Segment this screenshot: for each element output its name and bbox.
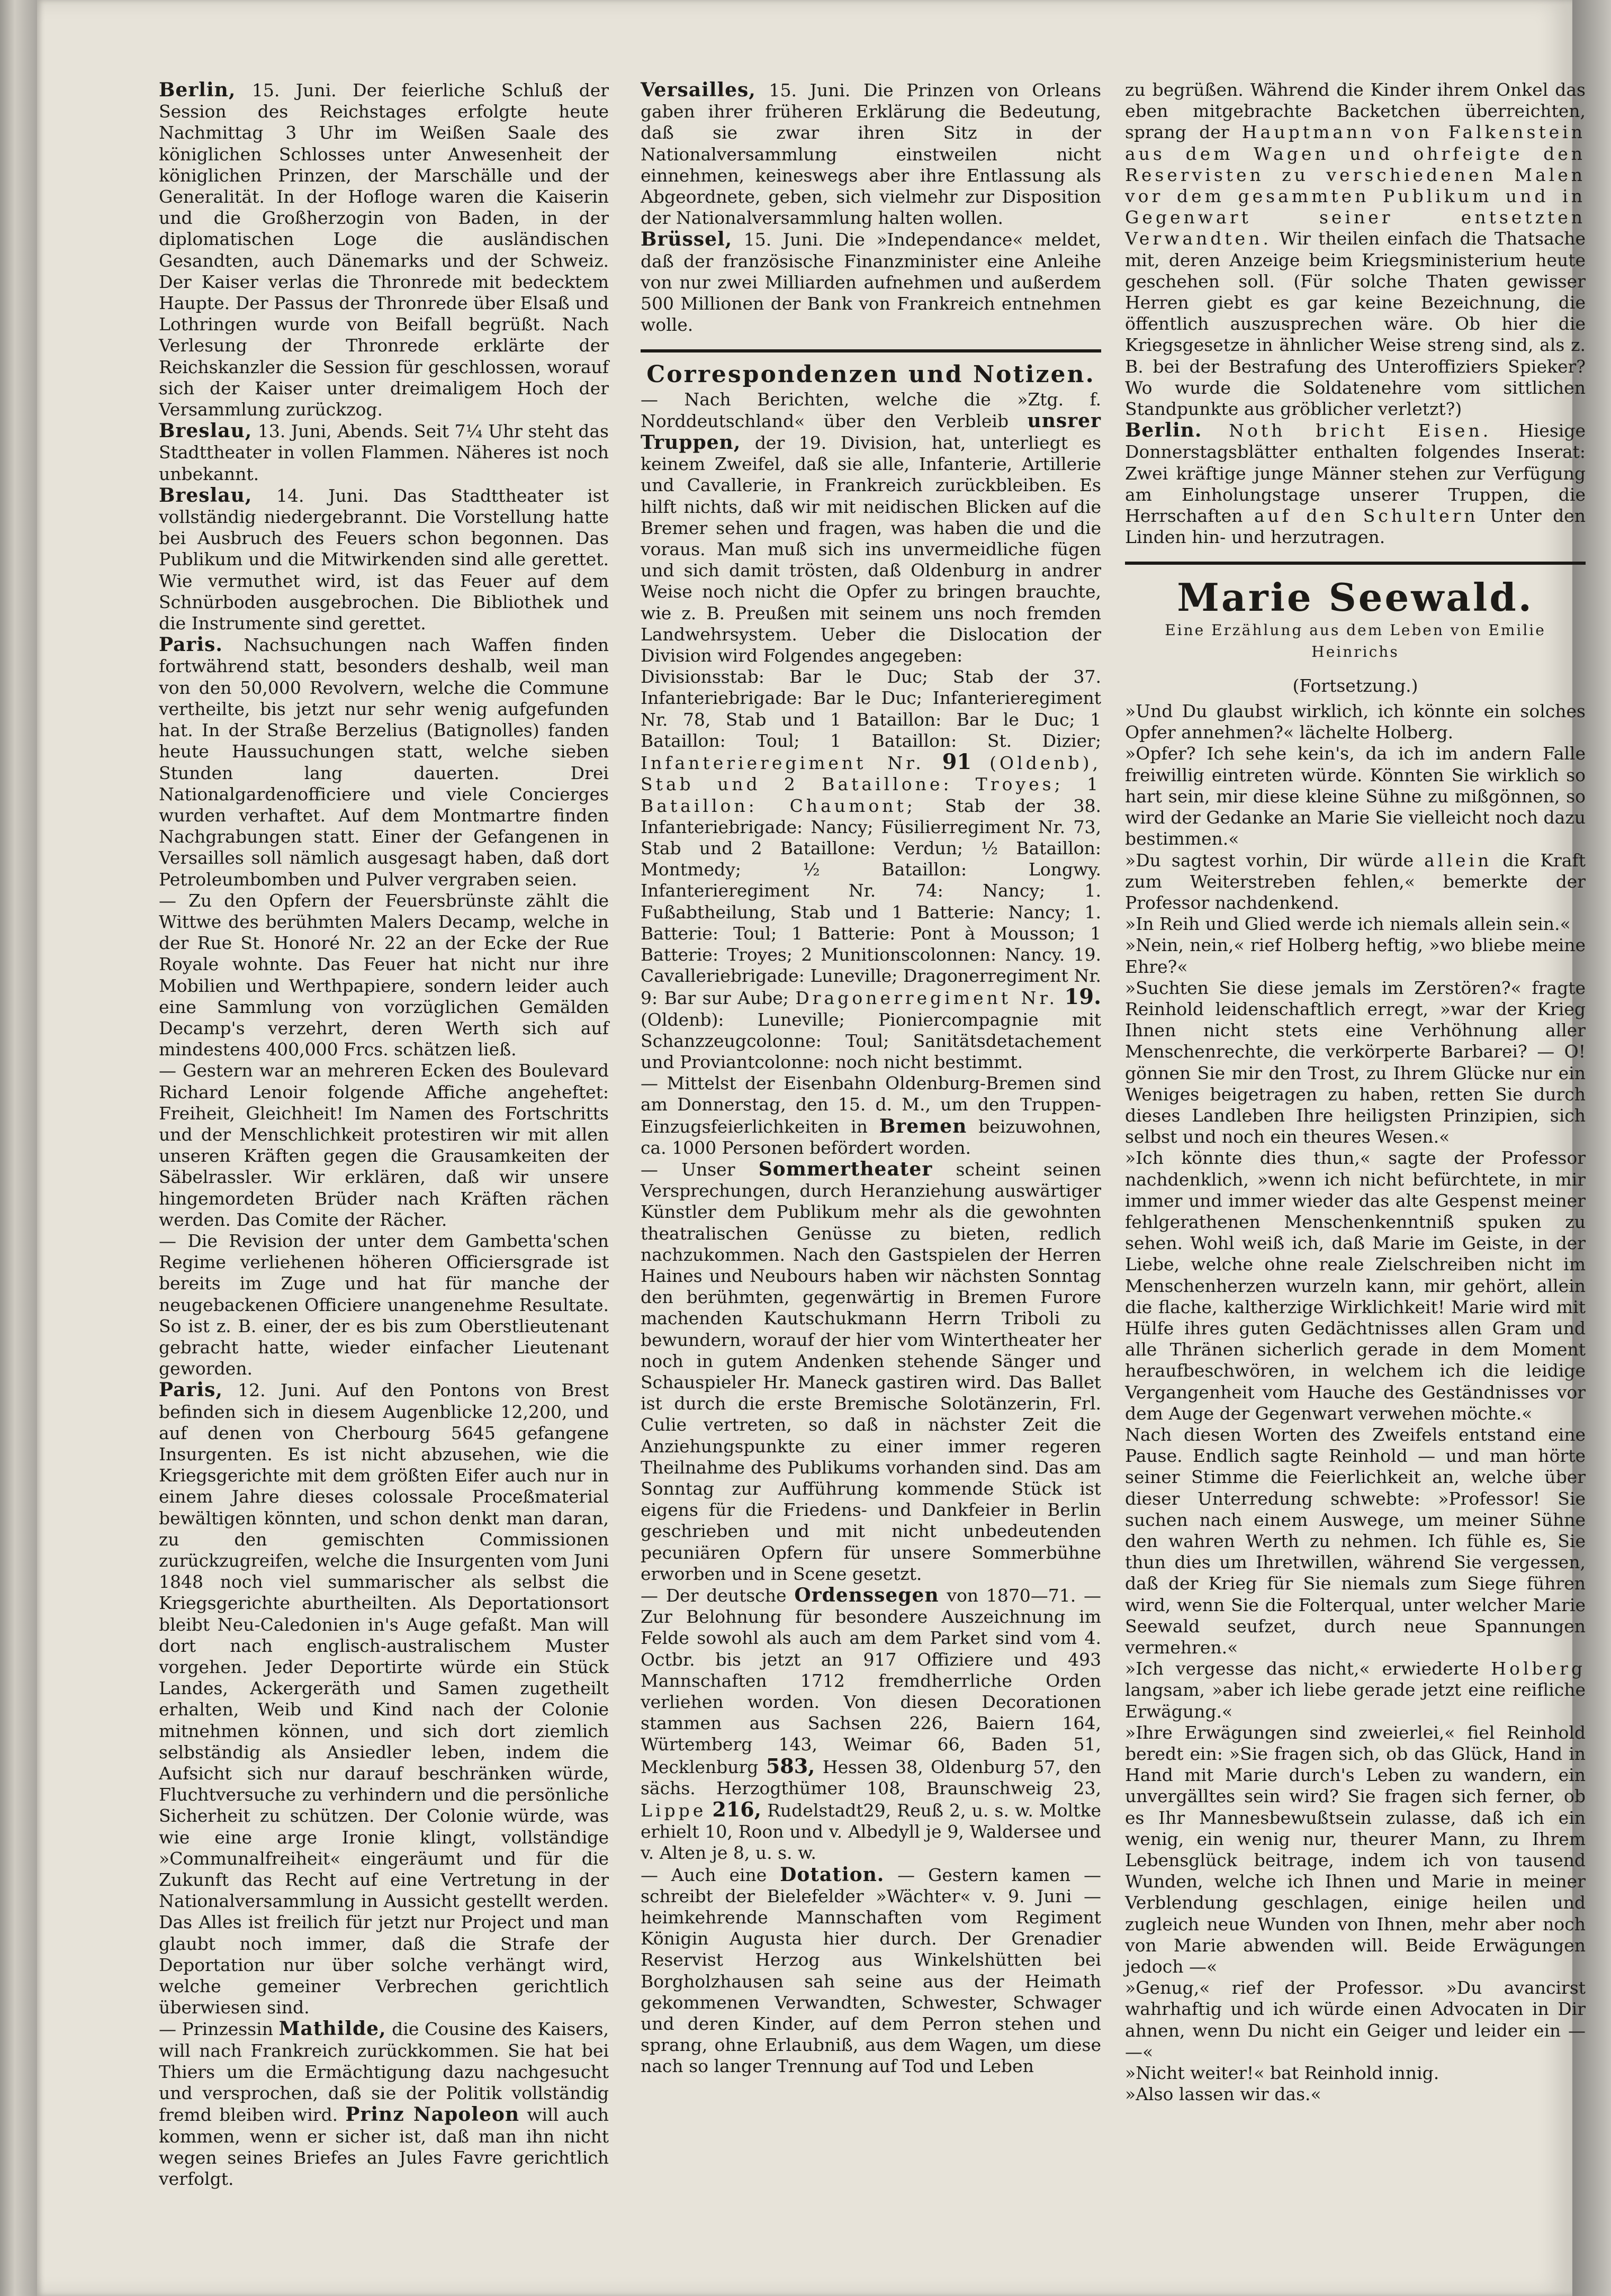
story-paragraph bbox=[1125, 1658, 1586, 1722]
section-title: Correspondenzen und Notizen. bbox=[646, 361, 1095, 388]
news-affiche: — Gestern war an mehreren Ecken des Boulevard Richard Lenoir folgende Affiche angeheftet: Freiheit, Gleichheit! Im Namen des Fortschritts und der Menschlichkeit protestiren wir mit allen unseren Kräften gegen die Grausamkeiten der Säbelrassler. Wir erklären, daß wir unsere hingemordeten Brüder nach Kräften rächen werden. Das Comite der Rächer. bbox=[159, 1060, 609, 1230]
text: »Ich vergesse das nicht,« erwiederte bbox=[1125, 1658, 1479, 1679]
story-paragraph: »Nein, nein,« rief Holberg heftig, »wo bliebe meine Ehre?« bbox=[1125, 935, 1586, 977]
regiment-number: 19. bbox=[1064, 984, 1102, 1010]
story-paragraph: »Suchten Sie diese jemals im Zerstören?« fragte Reinhold leidenschaftlich erregt, »war der Krieg Ihnen nicht stets eine Verhöhnung aller Menschenrechte, die verkörperte Barbarei? — O! gönnen Sie mir den Trost, zu Ihrem Glücke nur ein Weniges beigetragen zu haben, retten Sie durch dieses Landleben Ihre heiligsten Prinzipien, sich selbst und noch ein theures Wesen.« bbox=[1125, 977, 1586, 1147]
story-paragraph: »Genug,« rief der Professor. »Du avancirst wahrhaftig und ich würde einen Advocaten in Dir ahnen, wenn Du nicht ein Geiger und leider ein — —« bbox=[1125, 1977, 1586, 2062]
text: scheint seinen Versprechungen, durch Heranziehung auswärtiger Künstler dem Publikum mehr als die gewohnten theatralischen Genüsse zu bieten, redlich nachzukommen. Nach den Gastspielen der Herren Haines und Neubours haben wir nächsten Sonntag den berühmten, gegenwärtig in Bremen Furore machenden Kautschukmann Herrn Triboli zu bewundern, worauf der hier vom Wintertheater her noch in gutem Andenken stehende Sänger und Schauspieler Hr. Maneck gastiren wird. Das Ballet ist durch die erste Bremische Solotänzerin, Frl. Culie vertreten, so daß in nächster Zeit die Anziehungspunkte zu einer immer regeren Theilnahme des Publikums vorhanden sind. Das am Sonntag zur Aufführung kommende Stück ist eigens für die Friedens- und Dankfeier in Berlin geschrieben und mit nicht unbedeutenden pecuniären Opfern für unsere Sommerbühne erworben und in Scene gesetzt. bbox=[641, 1159, 1101, 1584]
number: 216, bbox=[712, 1797, 761, 1822]
news-dislocation bbox=[641, 666, 1101, 1073]
text: — Mittelst der Eisenbahn Oldenburg-Bremen sind am Donnerstag, den 15. d. M., um den Truppen-Einzugsfeierlichkeiten in bbox=[641, 1073, 1101, 1137]
text: — Der deutsche bbox=[641, 1585, 787, 1606]
news-berlin bbox=[159, 79, 609, 420]
text: von 1870—71. — Zur Belohnung für besondere Auszeichnung im Felde sowohl als auch am dem Parket sind vom 4. Octbr. bis jetzt an 917 Offiziere und 493 Mannschaften 1712 fremdherrliche Orden verliehen worden. Von diesen Decorationen stammen aus Sachsen 226, Baiern 164, Würtemberg 143, Weimar 66, Baden 51, Mecklenburg bbox=[641, 1585, 1101, 1777]
news-dotation bbox=[641, 1864, 1101, 2077]
column-1 bbox=[159, 79, 609, 2190]
dateline: Versailles, bbox=[641, 79, 756, 101]
text: — Prinzessin bbox=[159, 2019, 273, 2040]
news-paris-2 bbox=[159, 1379, 609, 2018]
spaced-text: Dragonerregiment Nr. bbox=[795, 988, 1058, 1009]
story-title: Marie Seewald. bbox=[1177, 575, 1534, 620]
story-paragraph: »Ich könnte dies thun,« sagte der Professor nachdenklich, »wenn ich nicht befürchtete, in mir immer und immer wieder das alte Gespenst meiner fehlgerathenen Menschenkenntniß spuken zu sehen. Wohl weiß ich, daß Marie im Geiste, in der Liebe, welche ohne reale Zielschreiben nicht im Menschenherzen wurzeln kann, mir gehört, allein die flache, kaltherzige Wirklichkeit! Marie wird mit Hülfe ihres guten Gedächtnisses allen Gram und alle Thränen sicherlich gerade in dem Moment heraufbeschwören, in welchem ich die leidige Vergangenheit vom Hauche des Geständnisses vor dem Auge der Gegenwart verwehen möchte.« bbox=[1125, 1147, 1586, 1424]
section-rule bbox=[1125, 562, 1586, 565]
name-napoleon: Prinz Napoleon bbox=[345, 2103, 520, 2126]
story-paragraph: »Nicht weiter!« bat Reinhold innig. bbox=[1125, 2063, 1439, 2084]
article-text: 13. Juni, Abends. Seit 7¼ Uhr steht das Stadttheater in vollen Flammen. Näheres ist noch unbekannt. bbox=[159, 421, 609, 484]
text: die Cousine des Kaisers, will nach Frankreich zurückkommen. Sie hat bei Thiers um die Ermächtigung dazu nachgesucht und versprochen, daß sie der Politik vollständig fremd bleiben wird. bbox=[159, 2019, 609, 2126]
news-truppen bbox=[641, 389, 1101, 667]
article-text: 12. Juni. Auf den Pontons von Brest befinden sich in diesem Augenblicke 12,200, und auf denen von Cherbourg 5645 gefangene Insurgenten. Es ist nicht abzusehen, wie die Kriegsgerichte mit dem größten Eifer auch nur in einem Jahre dieses colossale Proceßmaterial bewältigen könnten, und schon denkt man daran, zu den gemischten Commissionen zurückzugreifen, welche die Insurgenten vom Juni 1848 noch viel summarischer als selbst die Kriegsgerichte aburtheilten. Als Deportationsort bleibt Neu-Caledonien in's Auge gefaßt. Man will dort nach englisch-australischem Muster vorgehen. Jeder Deportirte würde ein Stück Landes, Ackergeräth und Samen zugetheilt erhalten, Weib und Kind nach der Colonie mitnehmen können, und sich dort ziemlich selbständig als Ansiedler leben, indem die Aufsicht sich nur darauf beschränken würde, Fluchtversuche zu verhindern und die persönliche Sicherheit zu schützen. Der Colonie würde, was wie eine arge Ironie klingt, vollständige »Communalfreiheit« eingeräumt und für die Zukunft das Recht auf eine Vertretung in der Nationalversammlung in Aussicht gestellt werden. Das Alles ist freilich für jetzt nur Project und man glaubt noch immer, daß die Strafe der Deportation nur über solche verhängt wird, welche gemeiner Verbrechen gerichtlich überwiesen sind. bbox=[159, 1380, 609, 2018]
story-subtitle: Eine Erzählung aus dem Leben von Emilie Heinrichs bbox=[1165, 621, 1546, 661]
continuation-note: (Fortsetzung.) bbox=[1292, 675, 1418, 696]
section-rule bbox=[641, 349, 1101, 352]
bold-term: Dotation. bbox=[780, 1863, 885, 1886]
spaced-text: (Oldenb), Stab und 2 Bataillone: Troyes; 1 Bataillon: Chaumont; bbox=[641, 753, 1101, 816]
text: zu begrüßen. Während die Kinder ihrem Onkel das eben mitgebrachte Backetchen überreichten, sprang der bbox=[1125, 79, 1586, 143]
article-text: 15. Juni. Die »Independance« meldet, daß der französische Finanzminister eine Anleihe von nur zwei Milliarden aufnehmen und außerdem 500 Millionen der Bank von Frankreich entnehmen wolle. bbox=[641, 229, 1101, 336]
text: »Du sagtest vorhin, Dir würde bbox=[1125, 849, 1414, 871]
spaced-text: Holberg bbox=[1491, 1658, 1586, 1679]
spaced-text: allein bbox=[1424, 849, 1492, 871]
story-paragraph: »Ihre Erwägungen sind zweierlei,« fiel Reinhold beredt ein: »Sie fragen sich, ob das Glück, Hand in Hand mit Marie durch's Leben zu wandern, ein unvergälltes sein wird? Sie fragen sich ferner, ob es Ihr Mannesbewußtsein zulasse, daß ich ein wenig, ein wenig nur, theurer Mann, zu Ihrem Lebensglück beitrage, indem ich von tausend Wunden, welche ich Ihnen und Marie in meiner Verblendung geschlagen, einige heilen und zugleich neue Wunden von Ihnen, mehr aber noch von Marie abwenden will. Beide Erwägungen jedoch —« bbox=[1125, 1722, 1586, 1977]
text: Divisionsstab: Bar le Duc; Stab der 37. Infanteriebrigade: Bar le Duc; Infanterieregiment Nr. 78, Stab und 1 Bataillon: Bar le Duc; 1 Bataillon: Toul; 1 Bataillon: St. Dizier; bbox=[641, 666, 1101, 751]
dateline: Paris, bbox=[159, 1379, 223, 1402]
bold-term: Ordenssegen bbox=[794, 1584, 939, 1607]
article-text: 14. Juni. Das Stadttheater ist vollständig niedergebrannt. Die Vorstellung hatte bei Ausbruch des Feuers schon begonnen. Das Publikum und die Mitwirkenden sind alle gerettet. Wie vermuthet wird, ist das Feuer auf dem Schnürboden ausgebrochen. Die Bibliothek und die Instrumente sind gerettet. bbox=[159, 485, 609, 634]
spaced-text: auf den Schultern bbox=[1254, 505, 1479, 527]
news-decamp: — Zu den Opfern der Feuersbrünste zählt die Wittwe des berühmten Malers Decamp, welche in der Rue St. Honoré Nr. 22 an der Ecke der Rue Royale wohnte. Das Feuer hat nicht nur ihre Mobilien und Werthpapiere, sondern leider auch eine Sammlung von vorzüglichen Gemälden Decamp's verzehrt, deren Werth sich auf mindestens 400,000 Frcs. schätzen ließ. bbox=[159, 890, 609, 1060]
news-ordenssegen bbox=[641, 1585, 1101, 1864]
text: Rudelstadt29, Reuß 2, u. s. w. Moltke erhielt 10, Roon und v. Albedyll je 9, Waldersee und v. Alten je 8, u. s. w. bbox=[641, 1800, 1101, 1864]
text: der 19. Division, hat, unterliegt es keinem Zweifel, daß sie alle, Infanterie, Artillerie und Cavallerie, in Frankreich zurückbleiben. Es hilft nichts, daß wir mit neidischen Blicken auf die Bremer sehen und fragen, was haben die und die voraus. Man muß sich ins unvermeidliche fügen und sich damit trösten, daß Oldenburg in andrer Weise noch nicht die Opfer zu bringen brauchte, wie z. B. Preußen mit seinem uns noch fremden Landwehrsystem. Ueber die Dislocation der Division wird Folgendes angegeben: bbox=[641, 432, 1101, 666]
text: — Unser bbox=[641, 1159, 735, 1180]
news-eisenbahn bbox=[641, 1073, 1101, 1159]
column-3 bbox=[1125, 79, 1586, 2105]
article-text: 15. Juni. Die Prinzen von Orleans gaben ihrer früheren Erklärung die Bedeutung, daß sie zwar ihren Sitz in der Nationalversammlung einstweilen nicht einnehmen, keineswegs aber ihre Entlassung als Abgeordnete, geben, sich vielmehr zur Disposition der Nationalversammlung halten wollen. bbox=[641, 80, 1101, 229]
text: (Oldenb): Luneville; Pioniercompagnie mit Schanzzeugcolonne: Toul; Sanitätsdetachement und Proviantcolonne: noch nicht bestimmt. bbox=[641, 1009, 1101, 1072]
regiment-number: 91 bbox=[942, 749, 972, 775]
news-dotation-cont bbox=[1125, 79, 1586, 420]
text: — Gestern kamen — schreibt der Bielefelder »Wächter« v. 9. Juni — heimkehrende Mannschaften vom Regiment Königin Augusta hier durch. Der Grenadier Reservist Herzog aus Winkelshütten bei Borgholzhausen sah seine aus der Heimath gekommenen Verwandten, Schwester, Schwager und deren Kinder, auf dem Perron stehen und sprang, ohne Erlaubniß, aus dem Wagen, um diese nach so langer Trennung auf Tod und Leben bbox=[641, 1864, 1101, 2077]
news-bruessel bbox=[641, 229, 1101, 336]
spaced-text: Hauptmann von Falkenstein aus dem Wagen und ohrfeigte den Reservisten zu verschiedenen Malen vor dem gesammten Publikum und in Gegenwart seiner entsetzten Verwandten. bbox=[1125, 122, 1586, 249]
text: — Auch eine bbox=[641, 1864, 767, 1885]
dateline: Brüssel, bbox=[641, 228, 733, 251]
article-text: 15. Juni. Der feierliche Schluß der Session des Reichstages erfolgte heute Nachmittag 3 Uhr im Weißen Saale des königlichen Schlosses unter Anwesenheit der königlichen Prinzen, der Marschälle und der Generalität. In der Hofloge waren die Kaiserin und die Großherzogin von Baden, in der diplomatischen Loge die ausländischen Gesandten, auch Dänemarks und der Schweiz. Der Kaiser verlas die Thronrede mit bedecktem Haupte. Der Passus der Thronrede über Elsaß und Lothringen wurde von Beifall begrüßt. Nach Verlesung der Thronrede erklärte der Reichskanzler die Session für geschlossen, worauf sich der Kaiser unter dreimaligem Hoch der Versammlung zurückzog. bbox=[159, 80, 609, 420]
text: die Kraft zum Weiterstreben fehlen,« bemerkte der Professor nachdenkend. bbox=[1125, 849, 1586, 913]
news-paris-1 bbox=[159, 634, 609, 890]
text: beizuwohnen, ca. 1000 Personen befördert worden. bbox=[641, 1116, 1101, 1158]
column-2 bbox=[641, 79, 1101, 2077]
name-mathilde: Mathilde, bbox=[278, 2018, 386, 2040]
story-paragraph: Nach diesen Worten des Zweifels entstand eine Pause. Endlich sagte Reinhold — und man hörte seiner Stimme die Feierlichkeit an, welche über dieser Unterredung schwebte: »Professor! Sie suchen nach einem Auswege, um meiner Sühne den wahren Werth zu nehmen. Ich fühle es, Sie thun dies um Ihretwillen, während Sie vergessen, daß der Krieg für Sie niemals zum Siege führen wird, wenn Sie die Folterqual, unter welcher Marie Seewald seufzet, durch neue Spannungen vermehren.« bbox=[1125, 1424, 1586, 1658]
dateline: Paris. bbox=[159, 634, 223, 656]
news-mathilde bbox=[159, 2018, 609, 2190]
bold-term: Bremen bbox=[879, 1115, 967, 1137]
news-sommertheater bbox=[641, 1159, 1101, 1585]
text: Hiesige Donnerstagsblätter enthalten folgendes Inserat: Zwei kräftige junge Männer stehen zur Verfügung am Einholungstage unserer Truppen, die Herrschaften bbox=[1125, 420, 1586, 527]
text: will auch kommen, wenn er sicher ist, daß man ihn nicht wegen seines Briefes an Jules Favre gerichtlich verfolgt. bbox=[159, 2104, 609, 2189]
dateline: Breslau, bbox=[159, 420, 253, 442]
spaced-text: Lippe bbox=[641, 1800, 707, 1821]
dateline: Berlin. bbox=[1125, 419, 1202, 442]
bold-term: Sommertheater bbox=[758, 1158, 933, 1180]
bold-term: unsrer Truppen, bbox=[641, 409, 1101, 454]
story-paragraph: »Opfer? Ich sehe kein's, da ich im andern Falle freiwillig eintreten würde. Könnten Sie wirklich so hart sein, mir diese kleine Sühne zu mißgönnen, so wird der Gedanke an Marie Sie vielleicht noch dazu bestimmen.« bbox=[1125, 743, 1586, 849]
text: langsam, »aber ich liebe gerade jetzt eine reifliche Erwägung.« bbox=[1125, 1679, 1586, 1722]
news-berlin-2 bbox=[1125, 420, 1586, 548]
page-edge-left bbox=[0, 0, 37, 2296]
story-paragraph bbox=[1125, 850, 1586, 914]
article-text: Nachsuchungen nach Waffen finden fortwährend statt, besonders deshalb, weil man von den 50,000 Revolvern, welche die Commune vertheilte, bis jetzt nur sehr wenig aufgefunden hat. In der Straße Berzelius (Batignolles) fanden heute Haussuchungen statt, welche sieben Stunden lang dauerten. Drei Nationalgardenofficiere und viele Concierges wurden verhaftet. Auf dem Montmartre finden Nachgrabungen statt. Einer der Gefangenen in Versailles soll nämlich ausgesagt haben, daß dort Petroleumbomben und Pulver vergraben seien. bbox=[159, 635, 609, 890]
dateline: Berlin, bbox=[159, 79, 236, 101]
text: — Nach Berichten, welche die »Ztg. f. Norddeutschland« über den Verbleib bbox=[641, 388, 1101, 431]
spaced-text: Noth bricht Eisen. bbox=[1229, 420, 1492, 441]
dateline: Breslau, bbox=[159, 484, 253, 507]
text: Hessen 38, Oldenburg 57, den sächs. Herzogthümer 108, Braunschweig 23, bbox=[641, 1756, 1101, 1798]
story-paragraph: »Also lassen wir das.« bbox=[1125, 2084, 1321, 2105]
news-versailles bbox=[641, 79, 1101, 229]
text: Unter den Linden hin- und herzutragen. bbox=[1125, 505, 1586, 548]
story-paragraph: »Und Du glaubst wirklich, ich könnte ein solches Opfer annehmen?« lächelte Holberg. bbox=[1125, 701, 1586, 743]
story-paragraph: »In Reih und Glied werde ich niemals allein sein.« bbox=[1125, 914, 1571, 935]
text: Stab der 38. Infanteriebrigade: Nancy; Füsilierregiment Nr. 73, Stab und 2 Bataillone: Verdun; ½ Bataillon: Montmedy; ½ Bataillon: Longwy. Infanterieregiment Nr. 74: Nancy; 1. Fußabtheilung, Stab und 1 Batterie: Nancy; 1. Batterie: Toul; 1 Batterie: Pont à Mousson; 1 Batterie: Troyes; 2 Munitionscolonnen: Nancy. 19. Cavalleriebrigade: Luneville; Dragonerregiment Nr. 9: Bar sur Aube; bbox=[641, 795, 1101, 1009]
news-breslau-2 bbox=[159, 485, 609, 634]
news-revision: — Die Revision der unter dem Gambetta'schen Regime verliehenen höheren Officiersgrade ist bereits im Zuge und hat für manche der neugebackenen Officiere unangenehme Resultate. So ist z. B. einer, der es bis zum Oberstlieutenant gebracht hatte, wieder einfacher Lieutenant geworden. bbox=[159, 1230, 609, 1379]
news-breslau-1 bbox=[159, 420, 609, 485]
spaced-text: Infanterieregiment Nr. bbox=[641, 753, 924, 774]
text: Wir theilen einfach die Thatsache mit, deren Anzeige beim Kriegsministerium heute geschehen soll. (Für solche Thaten gewisser Herren giebt es gar keine Bezeichnung, die öffentlich auszusprechen wäre. Ob hier die Kriegsgesetze in ähnlicher Weise streng sind, als z. B. bei der Bestrafung des Unteroffiziers Spieker? Wo wurde die Soldatenehre vom sittlichen Standpunkte aus gröblicher verletzt?) bbox=[1125, 228, 1586, 420]
number: 583, bbox=[766, 1753, 815, 1778]
